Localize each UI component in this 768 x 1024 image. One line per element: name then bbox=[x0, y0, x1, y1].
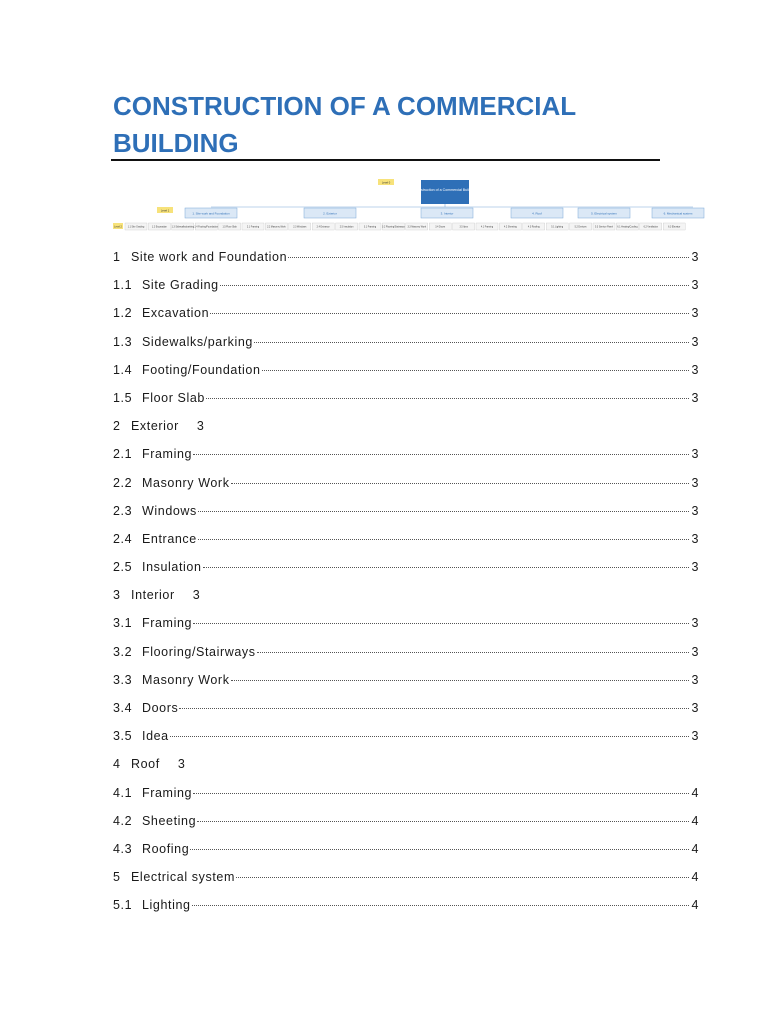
toc-entry[interactable] bbox=[113, 642, 699, 670]
toc-entry-number: 2 bbox=[113, 419, 121, 434]
toc-entry[interactable] bbox=[113, 529, 699, 557]
toc-entry-page: 4 bbox=[691, 870, 699, 885]
toc-dot-leader bbox=[198, 511, 690, 512]
toc-entry-number: 1.4 bbox=[113, 362, 133, 377]
wbs-child-label: 4.3 Roofing bbox=[527, 226, 540, 229]
toc-entry-number: 2.4 bbox=[113, 531, 133, 546]
toc-dot-leader bbox=[192, 905, 690, 906]
wbs-level-note-label: Level 1 bbox=[160, 209, 170, 213]
wbs-child-label: 5.2 Devices bbox=[574, 226, 587, 229]
toc-entry-number: 4.2 bbox=[113, 813, 133, 828]
wbs-root-box bbox=[421, 180, 469, 204]
toc-entry-number: 5.1 bbox=[113, 898, 133, 913]
toc-dot-leader bbox=[197, 821, 689, 822]
toc-entry[interactable] bbox=[113, 388, 699, 416]
toc-entry[interactable] bbox=[113, 811, 699, 839]
toc-dot-leader bbox=[262, 370, 690, 371]
toc-entry-page: 3 bbox=[691, 729, 699, 744]
wbs-child-label: 1.2 Excavation bbox=[151, 226, 167, 229]
toc-entry[interactable] bbox=[113, 444, 699, 472]
toc-dot-leader bbox=[236, 877, 689, 878]
wbs-child-label: 1.4 Footing/Foundation bbox=[194, 226, 219, 229]
toc-entry-page: 3 bbox=[691, 334, 699, 349]
wbs-child-label: 4.2 Sheeting bbox=[503, 226, 517, 229]
table-of-contents bbox=[113, 247, 699, 924]
toc-entry-page: 3 bbox=[691, 701, 699, 715]
toc-entry-number: 2.5 bbox=[113, 560, 133, 575]
wbs-child-label: 6.2 Ventilation bbox=[643, 226, 659, 229]
toc-entry[interactable] bbox=[113, 473, 699, 501]
toc-dot-leader bbox=[257, 652, 690, 653]
wbs-child-label: 2.3 Windows bbox=[293, 226, 307, 229]
toc-entry[interactable] bbox=[113, 360, 699, 388]
toc-entry-page: 3 bbox=[691, 644, 699, 659]
toc-entry-page: 3 bbox=[192, 588, 201, 603]
wbs-root-label: Construction of a Commercial Building bbox=[414, 188, 476, 192]
toc-dot-leader bbox=[203, 567, 690, 568]
toc-entry-number: 1.5 bbox=[113, 390, 133, 405]
toc-entry-number: 4.3 bbox=[113, 841, 133, 856]
toc-entry-label: Doors bbox=[142, 701, 179, 715]
toc-dot-leader bbox=[254, 342, 689, 343]
toc-entry[interactable] bbox=[113, 416, 699, 444]
toc-dot-leader bbox=[193, 793, 689, 794]
document-title: CONSTRUCTION OF A COMMERCIAL BUILDING bbox=[113, 91, 576, 158]
wbs-child-label: 5.3 Service Panel bbox=[594, 226, 614, 229]
toc-entry-page: 3 bbox=[691, 616, 699, 631]
toc-entry-page: 3 bbox=[691, 250, 699, 264]
toc-entry-page: 4 bbox=[691, 841, 699, 856]
toc-entry-label: Electrical system bbox=[131, 870, 235, 885]
toc-entry-page: 3 bbox=[177, 757, 186, 772]
toc-entry[interactable] bbox=[113, 247, 699, 275]
toc-entry-number: 2.3 bbox=[113, 503, 133, 518]
toc-entry-number: 4.1 bbox=[113, 785, 133, 800]
toc-entry-page: 4 bbox=[691, 898, 699, 913]
toc-entry-label: Framing bbox=[142, 785, 193, 800]
wbs-branch-label: 1. Site work and Foundation bbox=[192, 211, 230, 216]
toc-entry-label: Footing/Foundation bbox=[142, 362, 261, 377]
toc-entry[interactable] bbox=[113, 501, 699, 529]
toc-entry-number: 1 bbox=[113, 250, 121, 264]
toc-entry[interactable] bbox=[113, 303, 699, 331]
toc-dot-leader bbox=[193, 454, 689, 455]
toc-dot-leader bbox=[288, 257, 689, 258]
wbs-child-label: 1.1 Site Grading bbox=[127, 226, 145, 229]
toc-entry-page: 3 bbox=[691, 278, 699, 293]
wbs-child-label: 3.2 Flooring/Stairways bbox=[382, 226, 405, 229]
title-underline bbox=[111, 159, 660, 161]
wbs-child-label: 2.2 Masonry Work bbox=[267, 226, 286, 229]
toc-entry-number: 2.2 bbox=[113, 475, 133, 490]
toc-entry-number: 3.5 bbox=[113, 729, 133, 744]
toc-dot-leader bbox=[231, 680, 690, 681]
wbs-child-label: 2.1 Framing bbox=[246, 226, 260, 229]
toc-entry-page: 3 bbox=[691, 306, 699, 321]
toc-entry-label: Framing bbox=[142, 616, 193, 631]
toc-entry[interactable] bbox=[113, 275, 699, 303]
toc-entry-page: 3 bbox=[691, 390, 699, 405]
toc-entry-number: 3.4 bbox=[113, 701, 133, 715]
wbs-child-label: 1.3 Sidewalks/parking bbox=[171, 226, 194, 229]
toc-entry[interactable] bbox=[113, 726, 699, 754]
toc-entry-page: 4 bbox=[691, 813, 699, 828]
wbs-branch-label: 2. Exterior bbox=[323, 211, 337, 216]
wbs-child-label: 6.1 Heating/Cooling bbox=[617, 226, 638, 229]
toc-entry-number: 4 bbox=[113, 757, 121, 772]
toc-entry[interactable] bbox=[113, 557, 699, 585]
toc-dot-leader bbox=[179, 708, 689, 709]
wbs-child-label: 2.4 Entrance bbox=[316, 226, 330, 229]
toc-entry-label: Interior bbox=[131, 588, 175, 603]
toc-entry[interactable] bbox=[113, 698, 699, 726]
toc-entry-number: 1.3 bbox=[113, 334, 133, 349]
toc-entry-page: 3 bbox=[691, 475, 699, 490]
toc-entry-page: 3 bbox=[691, 531, 699, 546]
toc-entry-page: 3 bbox=[691, 447, 699, 462]
toc-entry-number: 3.2 bbox=[113, 644, 133, 659]
toc-entry-number: 3.1 bbox=[113, 616, 133, 631]
toc-entry-label: Roofing bbox=[142, 841, 190, 856]
toc-entry-label: Roof bbox=[131, 757, 160, 772]
wbs-level-note-label: Level 2 bbox=[114, 225, 122, 229]
toc-entry-number: 5 bbox=[113, 870, 121, 885]
toc-dot-leader bbox=[190, 849, 689, 850]
toc-dot-leader bbox=[210, 313, 689, 314]
toc-dot-leader bbox=[206, 398, 689, 399]
toc-dot-leader bbox=[193, 623, 689, 624]
toc-entry-page: 3 bbox=[691, 503, 699, 518]
wbs-branch-label: 3. Interior bbox=[440, 211, 454, 216]
toc-entry-label: Excavation bbox=[142, 306, 210, 321]
toc-entry-label: Site work and Foundation bbox=[131, 250, 288, 264]
toc-entry-label: Idea bbox=[142, 729, 169, 744]
wbs-child-label: 3.1 Framing bbox=[363, 226, 377, 229]
wbs-diagram bbox=[113, 172, 718, 234]
wbs-child-label: 3.5 Idea bbox=[459, 226, 468, 229]
toc-entry-number: 2.1 bbox=[113, 447, 133, 462]
toc-entry[interactable] bbox=[113, 754, 699, 782]
toc-entry-label: Sidewalks/parking bbox=[142, 334, 253, 349]
toc-entry-label: Masonry Work bbox=[142, 475, 230, 490]
toc-entry[interactable] bbox=[113, 783, 699, 811]
toc-entry[interactable] bbox=[113, 839, 699, 867]
toc-entry-label: Sheeting bbox=[142, 813, 197, 828]
toc-entry-number: 1.1 bbox=[113, 278, 133, 293]
toc-entry-page: 3 bbox=[691, 362, 699, 377]
toc-entry[interactable] bbox=[113, 670, 699, 698]
toc-entry-number: 3 bbox=[113, 588, 121, 603]
toc-entry-page: 3 bbox=[196, 419, 205, 434]
toc-entry[interactable] bbox=[113, 867, 699, 895]
wbs-child-label: 5.1 Lighting bbox=[551, 226, 564, 229]
toc-entry-page: 3 bbox=[691, 560, 699, 575]
toc-dot-leader bbox=[170, 736, 690, 737]
wbs-child-label: 3.3 Masonry Work bbox=[407, 226, 427, 229]
toc-entry-label: Site Grading bbox=[142, 278, 219, 293]
wbs-level-note-label: Level 0 bbox=[381, 181, 391, 185]
toc-entry-label: Windows bbox=[142, 503, 197, 518]
wbs-child-label: 6.3 Elevator bbox=[668, 226, 681, 229]
toc-entry-label: Insulation bbox=[142, 560, 202, 575]
toc-entry-label: Exterior bbox=[131, 419, 179, 434]
wbs-child-label: 2.5 Insulation bbox=[339, 226, 354, 229]
wbs-branch-label: 4. Roof bbox=[532, 211, 542, 216]
toc-dot-leader bbox=[220, 285, 690, 286]
toc-entry-number: 3.3 bbox=[113, 672, 133, 687]
toc-entry-number: 1.2 bbox=[113, 306, 133, 321]
wbs-child-label: 4.1 Framing bbox=[480, 226, 494, 229]
toc-entry-label: Framing bbox=[142, 447, 193, 462]
toc-entry-label: Lighting bbox=[142, 898, 191, 913]
toc-entry[interactable] bbox=[113, 895, 699, 923]
toc-entry-label: Floor Slab bbox=[142, 390, 205, 405]
wbs-branch-label: 5. Electrical system bbox=[591, 211, 617, 216]
toc-entry-label: Entrance bbox=[142, 531, 197, 546]
toc-entry-label: Flooring/Stairways bbox=[142, 644, 256, 659]
toc-entry-page: 3 bbox=[691, 672, 699, 687]
wbs-child-label: 1.5 Floor Slab bbox=[222, 226, 237, 229]
wbs-child-label: 3.4 Doors bbox=[435, 226, 446, 229]
toc-dot-leader bbox=[231, 483, 690, 484]
toc-entry-page: 4 bbox=[691, 785, 699, 800]
toc-entry[interactable] bbox=[113, 613, 699, 641]
toc-dot-leader bbox=[198, 539, 690, 540]
wbs-branch-label: 6. Mechanical system bbox=[663, 211, 693, 216]
toc-entry-label: Masonry Work bbox=[142, 672, 230, 687]
toc-entry[interactable] bbox=[113, 585, 699, 613]
toc-entry[interactable] bbox=[113, 332, 699, 360]
